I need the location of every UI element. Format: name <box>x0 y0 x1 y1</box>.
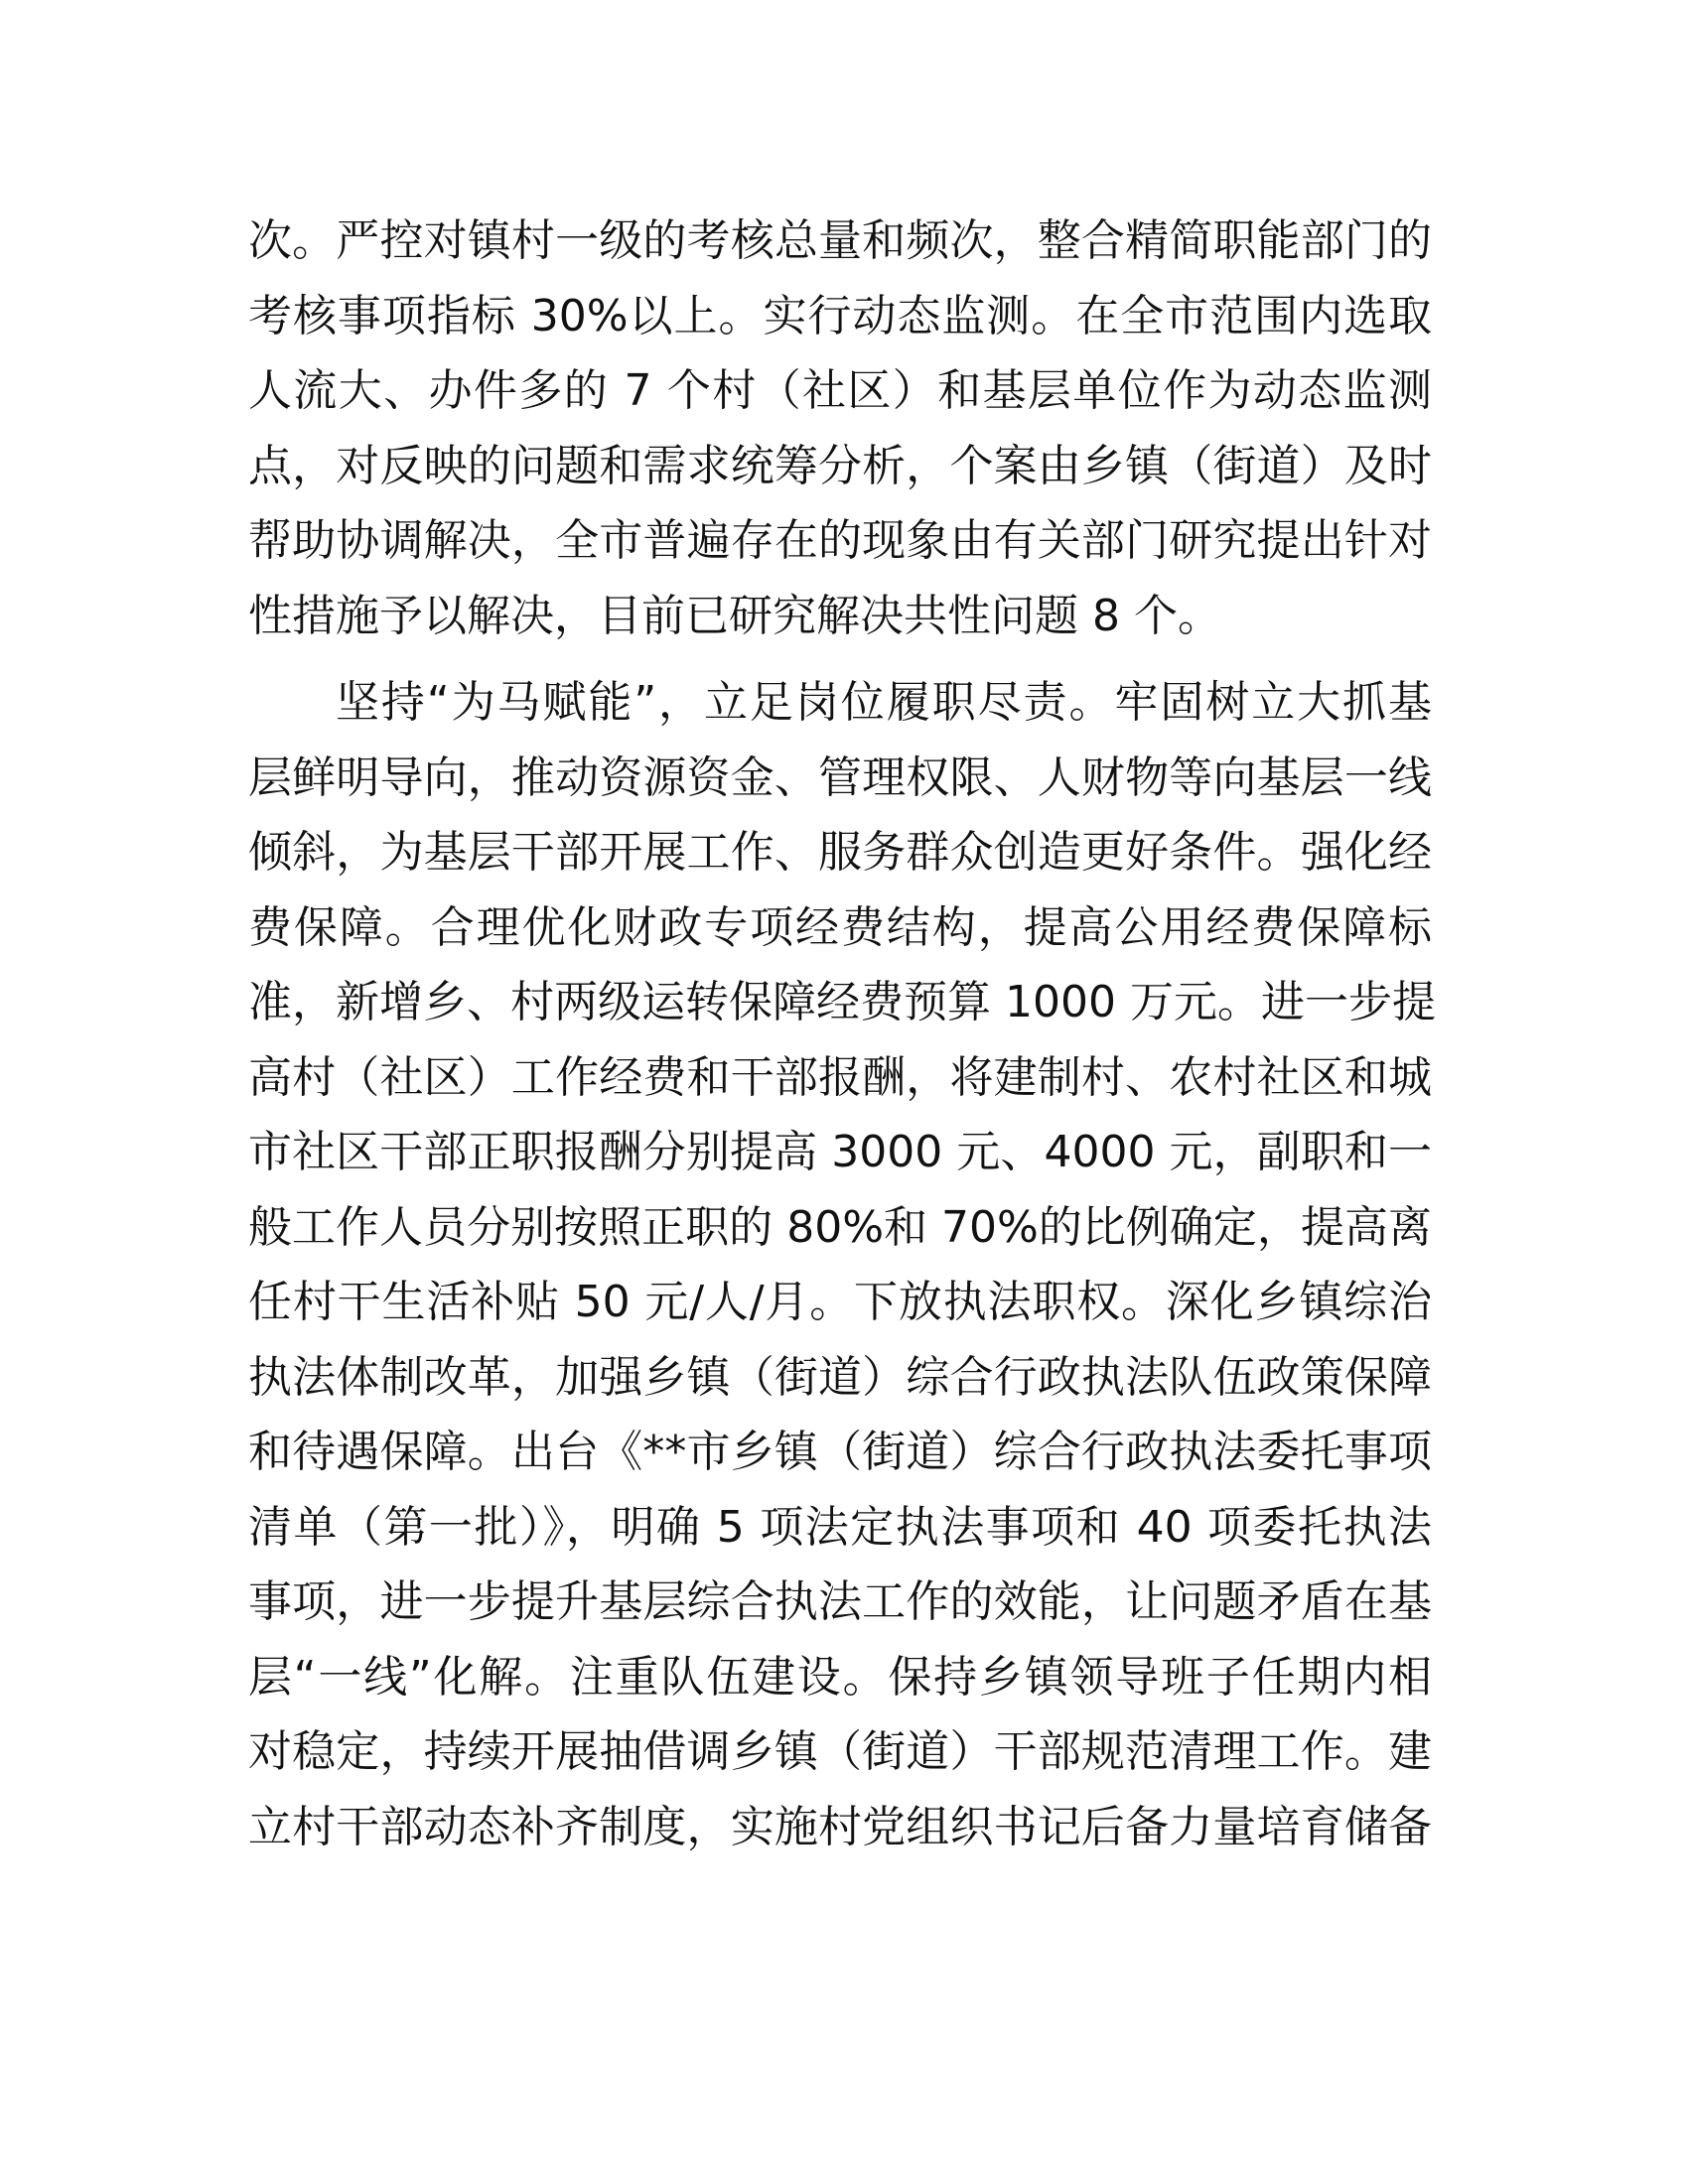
text-line: 市社区干部正职报酬分别提高 3000 元、4000 元，副职和一 <box>248 1127 1432 1177</box>
text-line: 次。严控对镇村一级的考核总量和频次，整合精简职能部门的 <box>248 215 1432 266</box>
document-page <box>248 204 1436 1864</box>
text-line: 倾斜，为基层干部开展工作、服务群众创造更好条件。强化经 <box>248 827 1432 878</box>
text-line: 事项，进一步提升基层综合执法工作的效能，让问题矛盾在基 <box>248 1576 1432 1627</box>
text-line: 执法体制改革，加强乡镇（街道）综合行政执法队伍政策保障 <box>248 1351 1432 1403</box>
text-line: 清单（第一批）》，明确 5 项法定执法事项和 40 项委托执法 <box>248 1501 1432 1553</box>
text-line: 人流大、办件多的 7 个村（社区）和基层单位作为动态监测 <box>248 365 1432 416</box>
paragraph-2 <box>248 665 1436 1864</box>
text-line: 层鲜明导向，推动资源资金、管理权限、人财物等向基层一线 <box>248 751 1432 803</box>
paragraph-1 <box>248 204 1432 653</box>
text-line: 费保障。合理优化财政专项经费结构，提高公用经费保障标 <box>248 901 1432 953</box>
text-line: 帮助协调解决，全市普遍存在的现象由有关部门研究提出针对 <box>248 515 1432 566</box>
text-line: 般工作人员分别按照正职的 80%和 70%的比例确定，提高离 <box>248 1201 1432 1253</box>
text-line: 考核事项指标 30%以上。实行动态监测。在全市范围内选取 <box>248 290 1432 341</box>
text-line: 对稳定，持续开展抽借调乡镇（街道）干部规范清理工作。建 <box>248 1726 1432 1777</box>
text-line: 性措施予以解决，目前已研究解决共性问题 8 个。 <box>248 590 1221 641</box>
text-line: 坚持“为马赋能”，立足岗位履职尽责。牢固树立大抓基 <box>336 677 1432 728</box>
text-line: 层“一线”化解。注重队伍建设。保持乡镇领导班子任期内相 <box>248 1651 1432 1703</box>
text-line: 任村干生活补贴 50 元/人/月。下放执法职权。深化乡镇综治 <box>248 1277 1432 1327</box>
text-line: 准，新增乡、村两级运转保障经费预算 1000 万元。进一步提 <box>248 977 1436 1027</box>
text-line: 高村（社区）工作经费和干部报酬，将建制村、农村社区和城 <box>248 1051 1432 1103</box>
text-line: 立村干部动态补齐制度，实施村党组织书记后备力量培育储备 <box>248 1801 1432 1852</box>
text-line: 和待遇保障。出台《**市乡镇（街道）综合行政执法委托事项 <box>248 1427 1432 1477</box>
text-line: 点，对反映的问题和需求统筹分析，个案由乡镇（街道）及时 <box>248 440 1432 491</box>
